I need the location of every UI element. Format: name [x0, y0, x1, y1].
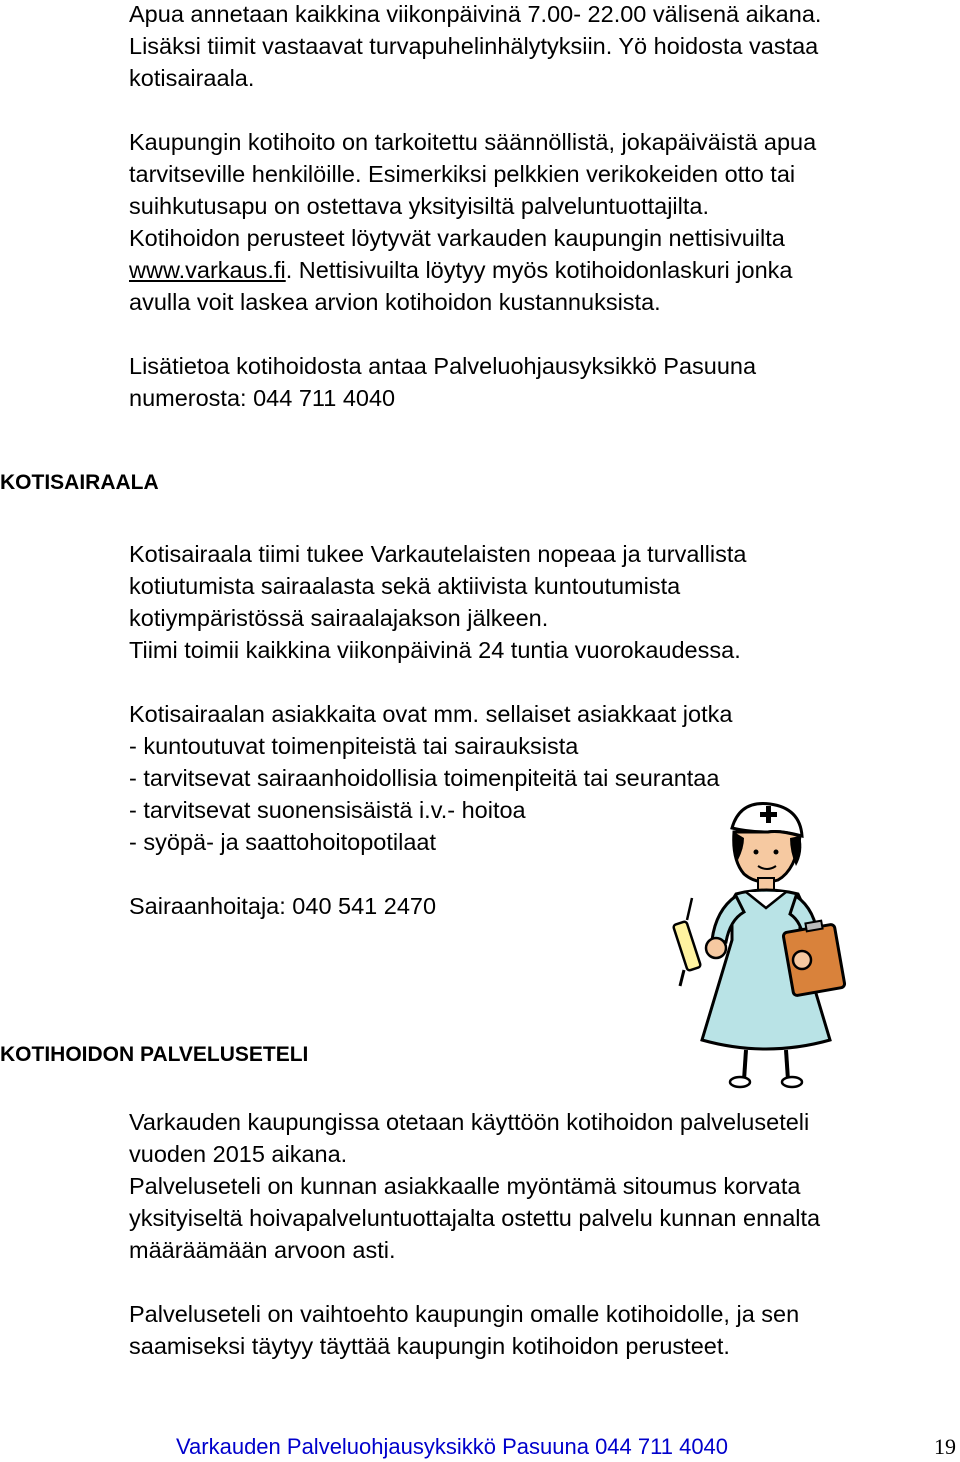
kotisairaala-line-1: Kotisairaala tiimi tukee Varkautelaisten nopeaa ja turvallista [129, 541, 747, 567]
page-number: 19 [934, 1434, 956, 1459]
client-item-2: - tarvitsevat sairaanhoidollisia toimenpiteitä tai seurantaa [129, 765, 720, 791]
nurse-phone: Sairaanhoitaja: 040 541 2470 [129, 893, 437, 919]
kotihoito-line-2: tarvitseville henkilöille. Esimerkiksi pelkkien verikokeiden otto tai [129, 161, 796, 187]
kotisairaala-line-4: Tiimi toimii kaikkina viikonpäivinä 24 tuntia vuorokaudessa. [129, 637, 741, 663]
palveluseteli-line-1: Varkauden kaupungissa otetaan käyttöön kotihoidon palveluseteli [129, 1109, 810, 1135]
lisatietoa-line-2: numerosta: 044 711 4040 [129, 385, 396, 411]
intro-line-1: Apua annetaan kaikkina viikonpäivinä 7.00- 22.00 välisenä aikana. [129, 1, 822, 27]
kotisairaala-heading: KOTISAIRAALA [0, 471, 159, 494]
client-item-4: - syöpä- ja saattohoitopotilaat [129, 829, 436, 855]
lisatietoa-line-1: Lisätietoa kotihoidosta antaa Palveluohjausyksikkö Pasuuna [129, 353, 757, 379]
kotihoito-line-4: Kotihoidon perusteet löytyvät varkauden kaupungin nettisivuilta [129, 225, 785, 251]
footer-text: Varkauden Palveluohjausyksikkö Pasuuna 044 711 4040 [176, 1434, 729, 1459]
kotihoito-line-3: suihkutusapu on ostettava yksityisiltä palveluntuottajilta. [129, 193, 709, 219]
intro-line-2: Lisäksi tiimit vastaavat turvapuhelinhälytyksiin. Yö hoidosta vastaa [129, 33, 819, 59]
kotihoito-line-6: avulla voit laskea arvion kotihoidon kustannuksista. [129, 289, 661, 315]
nurse-with-syringe-and-clipboard-icon [640, 790, 850, 1090]
kotihoito-line-1: Kaupungin kotihoito on tarkoitettu säännöllistä, jokapäiväistä apua [129, 129, 817, 155]
palveluseteli-line-3: Palveluseteli on kunnan asiakkaalle myöntämä sitoumus korvata [129, 1173, 801, 1199]
clients-intro: Kotisairaalan asiakkaita ovat mm. sellaiset asiakkaat jotka [129, 701, 733, 727]
intro-line-3: kotisairaala. [129, 65, 255, 91]
palveluseteli-line-2: vuoden 2015 aikana. [129, 1141, 348, 1167]
palveluseteli-line-6: Palveluseteli on vaihtoehto kaupungin omalle kotihoidolle, ja sen [129, 1301, 800, 1327]
palveluseteli-line-5: määräämään arvoon asti. [129, 1237, 396, 1263]
varkaus-link[interactable]: www.varkaus.fi [129, 257, 286, 283]
kotihoito-line-5-rest: . Nettisivuilta löytyy myös kotihoidonlaskuri jonka [285, 257, 793, 283]
kotisairaala-line-2: kotiutumista sairaalasta sekä aktiivista kuntoutumista [129, 573, 681, 599]
palveluseteli-line-7: saamiseksi täytyy täyttää kaupungin kotihoidon perusteet. [129, 1333, 730, 1359]
client-item-1: - kuntoutuvat toimenpiteistä tai sairauksista [129, 733, 579, 759]
palveluseteli-heading: KOTIHOIDON PALVELUSETELI [0, 1043, 309, 1066]
kotihoito-line-5 [129, 254, 792, 286]
kotisairaala-line-3: kotiympäristössä sairaalajakson jälkeen. [129, 605, 549, 631]
client-item-3: - tarvitsevat suonensisäistä i.v.- hoitoa [129, 797, 526, 823]
palveluseteli-line-4: yksityiseltä hoivapalveluntuottajalta ostettu palvelu kunnan ennalta [129, 1205, 821, 1231]
